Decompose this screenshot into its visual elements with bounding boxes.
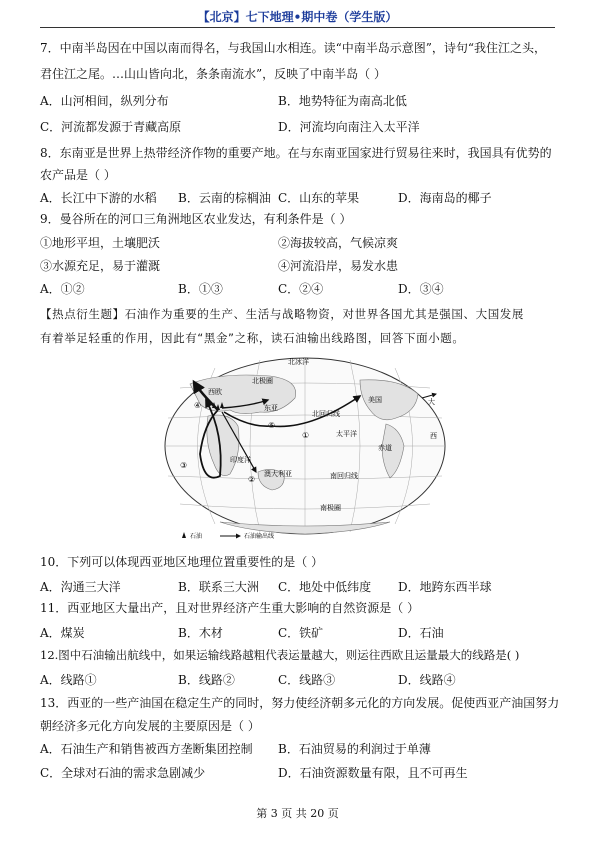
q7-option-c[interactable]: C．河流都发源于青藏高原 [40, 120, 182, 134]
map-label-usa: 美国 [368, 396, 382, 404]
map-label-atlantic: 大 [428, 398, 435, 406]
map-label-western-europe: 西欧 [208, 388, 222, 396]
map-label-west: 西 [430, 432, 437, 440]
q7-option-a[interactable]: A．山河相间，纵列分布 [40, 94, 169, 108]
q12-stem: 12.图中石油输出航线中，如果运输线路越粗代表运量越大，则运往西欧且运量最大的线路是( ) [40, 648, 520, 662]
q8-option-b[interactable]: B．云南的棕榈油 [178, 191, 271, 205]
map-label-pacific: 太平洋 [336, 430, 357, 438]
q8-stem-line1: 8．东南亚是世界上热带经济作物的重要产地。在与东南亚国家进行贸易往来时，我国具有优势的 [40, 146, 552, 160]
q9-statement-1: ①地形平坦，土壤肥沃 [40, 236, 161, 250]
q10-stem: 10．下列可以体现西亚地区地理位置重要性的是（ ） [40, 555, 324, 569]
q12-option-b[interactable]: B．线路② [178, 673, 235, 687]
q9-statement-4: ④河流沿岸，易发水患 [278, 259, 399, 273]
map-label-east-asia: 东亚 [264, 404, 278, 412]
route-label-3: ③ [180, 461, 188, 470]
map-label-indian-ocean: 印度洋 [230, 456, 251, 464]
route-label-1: ① [302, 431, 310, 440]
q8-stem-line2: 农产品是（ ） [40, 168, 116, 182]
q9-statement-2: ②海拔较高，气候凉爽 [278, 236, 399, 250]
map-label-tropic-of-cancer: 北回归线 [312, 410, 340, 418]
q9-option-a[interactable]: A．①② [40, 282, 85, 296]
q13-option-a[interactable]: A．石油生产和销售被西方垄断集团控制 [40, 742, 253, 756]
page-footer: 第 3 页 共 20 页 [256, 807, 339, 820]
q13-stem-line2: 朝经济多元化方向发展的主要原因是（ ） [40, 719, 260, 733]
q10-option-b[interactable]: B．联系三大洲 [178, 580, 259, 594]
q7-stem-line1: 7．中南半岛因在中国以南而得名，与我国山水相连。读“中南半岛示意图”，诗句“我住江之头， [40, 41, 547, 55]
q12-option-d[interactable]: D．线路④ [398, 673, 456, 687]
q12-option-a[interactable]: A．线路① [40, 673, 97, 687]
page-header: 【北京】七下地理•期中卷（学生版） [197, 10, 398, 24]
map-legend [182, 532, 274, 540]
legend-oil-icon [182, 532, 186, 538]
q10-option-a[interactable]: A．沟通三大洋 [40, 580, 121, 594]
legend-route-label: 石油输出线 [244, 533, 275, 540]
q7-stem-line2: 君住江之尾。…山山皆向北，条条南流水”，反映了中南半岛（ ） [40, 67, 386, 81]
oil-export-route-map [160, 354, 450, 544]
q11-option-a[interactable]: A．煤炭 [40, 626, 85, 640]
map-label-tropic-of-capricorn: 南回归线 [330, 472, 358, 480]
q9-option-b[interactable]: B．①③ [178, 282, 223, 296]
map-label-antarctic-circle: 南极圈 [320, 504, 341, 512]
q7-option-b[interactable]: B．地势特征为南高北低 [278, 94, 407, 108]
q8-option-a[interactable]: A．长江中下游的水稻 [40, 191, 157, 205]
q11-option-d[interactable]: D．石油 [398, 626, 444, 640]
q13-option-d[interactable]: D．石油资源数量有限，且不可再生 [278, 766, 468, 780]
header-divider [40, 27, 555, 28]
q11-option-c[interactable]: C．铁矿 [278, 626, 324, 640]
q13-option-b[interactable]: B．石油贸易的利润过于单薄 [278, 742, 431, 756]
q9-statement-3: ③水源充足，易于灌溉 [40, 259, 161, 273]
map-label-australia: 澳大利亚 [264, 470, 292, 478]
q11-option-b[interactable]: B．木材 [178, 626, 223, 640]
map-label-arctic-ocean: 北冰洋 [288, 358, 309, 366]
q10-option-d[interactable]: D．地跨东西半球 [398, 580, 492, 594]
q9-stem: 9．曼谷所在的河口三角洲地区农业发达，有利条件是（ ） [40, 212, 352, 226]
route-label-5: ⑤ [268, 421, 276, 430]
q9-option-d[interactable]: D．③④ [398, 282, 444, 296]
q11-stem: 11．西亚地区大量出产，且对世界经济产生重大影响的自然资源是（ ） [40, 601, 420, 615]
q8-option-d[interactable]: D．海南岛的椰子 [398, 191, 492, 205]
q13-stem-line1: 13．西亚的一些产油国在稳定生产的同时，努力使经济朝多元化的方向发展。促使西亚产油国努力 [40, 696, 560, 710]
route-label-2: ② [248, 475, 256, 484]
q13-option-c[interactable]: C．全球对石油的需求急剧减少 [40, 766, 206, 780]
route-label-4: ④ [194, 401, 202, 410]
hot-topic-line2: 有着举足轻重的作用，因此有“黑金”之称，读石油输出线路图，回答下面小题。 [40, 331, 465, 345]
hot-topic-line1: 【热点衍生题】石油作为重要的生产、生活与战略物资，对世界各国尤其是强国、大国发展 [40, 307, 524, 321]
map-label-equator: 赤道 [378, 444, 392, 452]
q9-option-c[interactable]: C．②④ [278, 282, 324, 296]
map-label-arctic-circle: 北极圈 [252, 377, 273, 385]
q10-option-c[interactable]: C．地处中低纬度 [278, 580, 372, 594]
q7-option-d[interactable]: D．河流均向南注入太平洋 [278, 120, 420, 134]
legend-oil-label: 石油 [190, 533, 203, 540]
q8-option-c[interactable]: C．山东的苹果 [278, 191, 360, 205]
q12-option-c[interactable]: C．线路③ [278, 673, 336, 687]
